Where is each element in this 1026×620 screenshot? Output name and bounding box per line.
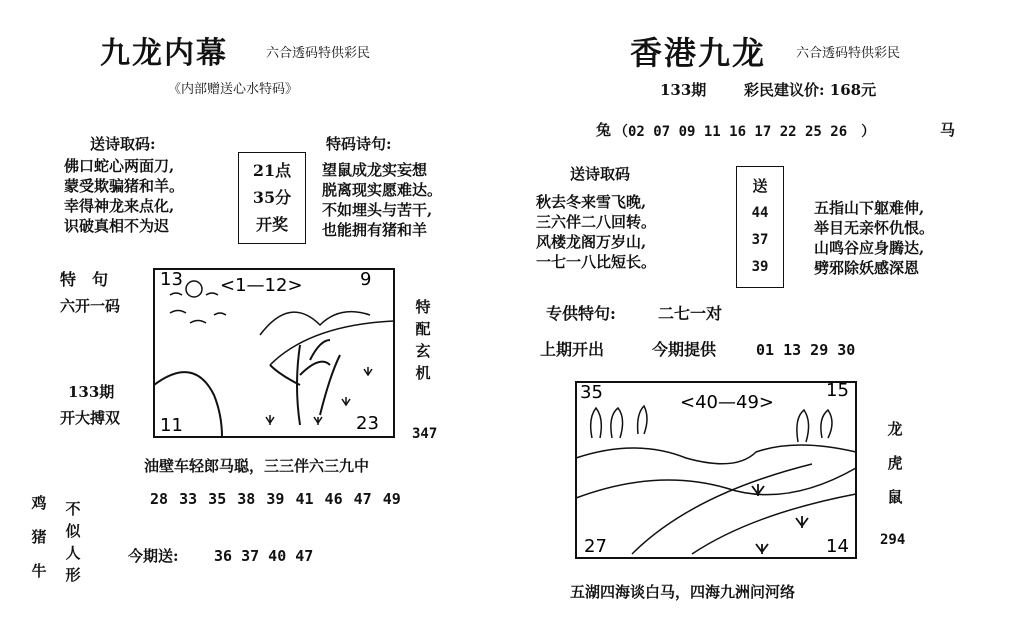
left-sketch — [150, 265, 400, 443]
left-poem-line: 幸得神龙来点化, — [64, 197, 175, 215]
right-poem-right — [814, 198, 934, 278]
left-not-like: 不似人形 — [65, 500, 81, 584]
left-poem-line: 佛口蛇心两面刀, — [64, 157, 175, 175]
right-poem-line: 风楼龙阁万岁山, — [536, 233, 647, 251]
right-last-open: 上期开出 — [540, 340, 605, 359]
right-bottom-line: 五湖四海谈白马，四海九洲问河络 — [570, 583, 796, 601]
right-poem-line: 劈邪除妖感深恩 — [814, 259, 920, 277]
left-poem-special-heading: 特码诗句: — [326, 135, 392, 153]
right-sketch — [572, 378, 862, 564]
left-poem-special — [322, 160, 442, 240]
right-rabbit: 兔 — [596, 121, 612, 139]
left-numbers-line: 28 33 35 38 39 41 46 47 49 — [150, 490, 401, 508]
right-sketch-tr: 15 — [826, 380, 849, 401]
right-poem-send-heading: 送诗取码 — [570, 165, 631, 183]
zodiac-rooster: 鸡 — [31, 494, 47, 512]
zodiac-pig: 猪 — [31, 528, 47, 546]
right-poem-left — [536, 192, 656, 272]
right-poem-line: 举目无亲怀仇恨。 — [814, 219, 935, 237]
right-special-sentence: 专供特句: — [546, 304, 616, 323]
time-minute: 35分 — [252, 188, 292, 207]
left-poem-send-heading: 送诗取码: — [90, 135, 156, 153]
right-poem-line: 一七一八比短长。 — [536, 253, 657, 271]
time-open: 开奖 — [255, 215, 288, 234]
right-poem-line: 五指山下躯难伸, — [814, 199, 925, 217]
special-poem-line: 望鼠成龙实妄想 — [322, 161, 428, 179]
right-poem-line: 山鸣谷应身腾达, — [814, 239, 925, 257]
zodiac-rat: 鼠 — [887, 488, 903, 506]
left-sketch-br: 23 — [356, 413, 379, 434]
right-title: 香港九龙 — [630, 34, 767, 72]
right-poem-line: 三六伴二八回转。 — [536, 213, 657, 231]
left-subtitle: 六合透码特供彩民 — [266, 46, 371, 61]
right-subtitle: 六合透码特供彩民 — [796, 46, 901, 61]
left-poem-line: 识破真相不为迟 — [64, 217, 170, 235]
left-special-sentence-label: 特 句 — [60, 270, 109, 289]
left-today-numbers: 36 37 40 47 — [214, 547, 314, 565]
left-side-vertical: 特配玄机 — [415, 298, 431, 382]
left-sketch-bl: 11 — [160, 415, 183, 436]
right-sketch-tl: 35 — [580, 382, 603, 403]
right-send-box — [736, 166, 784, 288]
right-provide-numbers: 01 13 29 30 — [756, 341, 856, 359]
right-price: 彩民建议价: 168元 — [744, 81, 877, 99]
left-sketch-tr: 9 — [360, 269, 372, 290]
left-poem-line: 蒙受欺骗猪和羊。 — [64, 177, 185, 195]
left-time-box — [238, 152, 306, 244]
left-today-label: 今期送: — [128, 547, 179, 565]
send-label: 送 — [752, 177, 768, 195]
zodiac-tiger: 虎 — [887, 454, 903, 472]
send-number: 39 — [751, 259, 769, 275]
zodiac-dragon: 龙 — [887, 420, 903, 438]
left-period-label: 133期 — [68, 383, 115, 401]
right-side-number: 294 — [880, 532, 906, 548]
special-poem-line: 脱离现实愿难达。 — [322, 181, 443, 199]
right-special-value: 二七一对 — [658, 304, 723, 323]
left-open-label: 开大搏双 — [60, 409, 121, 427]
left-poem-send — [64, 156, 184, 236]
left-sketch-range: <1—12> — [220, 275, 303, 296]
left-gift-line: 《内部赠送心水特码》 — [168, 82, 299, 97]
right-horse: 马 — [940, 121, 956, 139]
left-rhyme-line: 油壁车轻郎马聪，三三伴六三九中 — [144, 457, 370, 475]
right-poem-line: 秋去冬来雪飞晚, — [536, 193, 647, 211]
right-period: 133期 — [660, 81, 707, 99]
right-sketch-bl: 27 — [584, 536, 607, 557]
send-number: 44 — [751, 205, 769, 221]
time-hour: 21点 — [252, 161, 292, 180]
left-six-open: 六开一码 — [60, 297, 121, 315]
right-sketch-br: 14 — [826, 536, 849, 557]
left-sketch-tl: 13 — [160, 269, 183, 290]
right-sketch-range: <40—49> — [680, 392, 774, 413]
left-title: 九龙内幕 — [100, 36, 228, 71]
zodiac-ox: 牛 — [31, 562, 47, 580]
right-top-numbers: （02 07 09 11 16 17 22 25 26 ） — [614, 124, 876, 140]
right-zodiac-col — [886, 412, 904, 514]
left-zodiac-col — [30, 486, 48, 588]
right-provide-label: 今期提供 — [652, 340, 717, 359]
special-poem-line: 不如埋头与苦干, — [322, 201, 433, 219]
send-number: 37 — [751, 232, 769, 248]
left-side-number: 347 — [412, 426, 438, 442]
special-poem-line: 也能拥有猪和羊 — [322, 221, 428, 239]
